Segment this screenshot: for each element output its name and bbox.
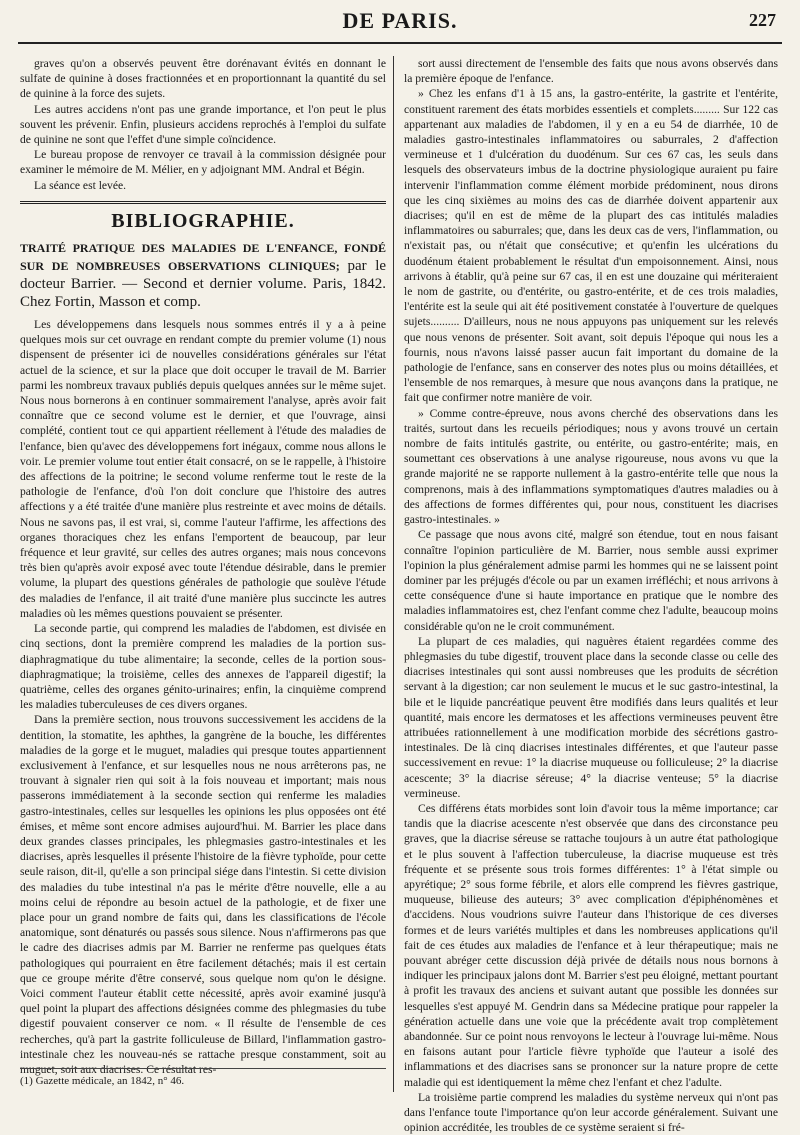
paragraph: La plupart de ces maladies, qui naguères étaient regardées comme des phlegmasies du tube digestif, trouvent place dans la seconde classe ou celle des diacrises intestinales qui sont aussi nombreuses que les produits de sécrétion servant à la digestion; car non seulement le mucus et le suc gastro-intestinal, la bile et le liquide pancréatique peuvent être modifiés dans leurs qualités et leur quantité, mais encore les dermatoses et les affections vermineuses peuvent être attribuées rationnellement à une modification morbide des sécrétions gastro-intestinales. De là cinq diacrises intestinales différentes, et que l'auteur passe successivement en revue: 1° la diacrise muqueuse ou folliculeuse; 2° la diacrise acescente; 3° la diacrise séreuse; 4° la diacrise venteuse; 5° la diacrise vermineuse. xyxy=(404,634,778,800)
paragraph: Les développemens dans lesquels nous sommes entrés il y a à peine quelques mois sur cet ouvrage en rendant compte du premier volume (1) nous dispensent de présenter ici de nouvelles considérations générales sur l'état actuel de la science, et sur la place que doit occuper le travail de M. Barrier parmi les nombreux travaux publiés depuis quelques années sur le même sujet. Nous nous bornerons à en continuer sommairement l'analyse, après avoir fait connaître que ce second volume est le dernier, et que l'ouvrage, ainsi complété, contient tout ce qui appartient réellement à l'étude des maladies de l'enfance, bien qu'avec des développemens fort inégaux, comme nous allons le voir. Le premier volume tout entier était consacré, on se le rappelle, à l'histoire des affections de la poitrine; le second volume renferme tout le reste de la pathologie de l'enfance, d'où l'on doit conclure que l'histoire des autres affections y a été traitée d'une manière plus restreinte et avec moins de détails. Nous ne savons pas, il est vrai, si, comme l'auteur l'affirme, les affections des organes thoraciques chez les enfans l'emportent de beaucoup, par leur fréquence et leur gravité, sur celles des autres organes; mais nous concevons très bien qu'après avoir exposé avec toute l'étendue désirable, dans le premier volume, la plupart des questions générales de pathologie que soulève l'étude des maladies de l'enfance, il ait traité d'une manière plus succincte les autres maladies où les mêmes questions pouvaient se présenter. xyxy=(20,318,386,620)
paragraph: » Chez les enfans d'1 à 15 ans, la gastro-entérite, la gastrite et l'entérite, constituent rarement des états morbides essentiels et complets......... Sur 122 cas appartenant aux maladies de l'abdomen, il y en a eu 54 de diarrhée, 10 de maladies gastro-intestinales inflammatoires ou saburrales, 2 d'affection vermineuse et 1 d'ulcération du duodénum. Sur ces 67 cas, les seuls dans lesquels des observateurs imbus de la doctrine physiologique auraient pu faire intervenir l'inflammation comme élément morbide prédominent, nous dirons que les cinq sixièmes au moins des cas de diarrhée doivent appartenir aux diacrises; qu'il en est de même de la plupart des cas intitulés maladies inflammatoires ou saburrales; que, dans les deux cas de vers, l'inflammation, ou n'existait pas, ou n'était que consécutive; et qu'enfin les ulcérations du duodénum étaient probablement le résultat d'un empoisonnement. Ainsi, nous arrivons à établir, qu'à peine sur 67 cas, il en est une douzaine qui mériteraient le nom de gastrite, ou d'entérite, ou gastro-entérite, et de ces trois maladies, l'entérite est la seule qui ait été positivement constatée à l'ouverture de quelques sujets.......... D'ailleurs, nous ne nous appuyons pas uniquement sur les relevés que nous venons de présenter. Soit avant, soit depuis l'époque qui nous les a fournis, nous n'avons laissé passer aucun fait important du domaine de la pathologie de l'enfance, sans en conserver des notes plus ou moins détaillées, et l'ensemble de nos remarques, à mesure que nous avançons dans la pratique, ne fait que confirmer notre manière de voir. xyxy=(404,87,778,405)
paragraph: graves qu'on a observés peuvent être dorénavant évités en donnant le sulfate de quinine à doses fractionnées et en proportionnant la quantité du sel de quinine à la force des sujets. xyxy=(20,57,386,101)
footnote: (1) Gazette médicale, an 1842, n° 46. xyxy=(20,1068,386,1087)
paragraph: La troisième partie comprend les maladies du système nerveux qui n'ont pas dans l'enfance toute l'importance qu'on leur accorde généralement. Suivant une opinion accréditée, les troubles de ce système seraient si fré- xyxy=(404,1090,778,1135)
paragraph: Les autres accidens n'ont pas une grande importance, et l'on peut le plus souvent les prévenir. Enfin, plusieurs accidens reprochés à l'emploi du sulfate de quinine ne sont que l'effet d'une simple coïncidence. xyxy=(20,102,386,147)
section-title: BIBLIOGRAPHIE. xyxy=(111,209,295,232)
paragraph: Le bureau propose de renvoyer ce travail à la commission désignée pour examiner le mémoire de M. Mélier, en y adjoignant MM. Andral et Bégin. xyxy=(20,148,386,177)
book-details: par le docteur Barrier. — Second et dernier volume. Paris, 1842. Chez Fortin, Masson et comp. xyxy=(20,258,387,311)
paragraph: sort aussi directement de l'ensemble des faits que nous avons observés dans la première époque de l'enfance. xyxy=(404,57,778,86)
page-number: 227 xyxy=(749,10,776,30)
header-rule xyxy=(18,42,782,44)
paragraph: Ce passage que nous avons cité, malgré son étendue, tout en nous faisant connaître l'opinion particulière de M. Barrier, nous semble aussi exprimer l'opinion la plus généralement admise parmi les hommes qui ne se laissent point dominer par les préjugés d'école ou par un examen irréfléchi; et nous arrivons à cette conséquence d'une si haute importance en pratique que le nombre des maladies inflammatoires est, chez l'enfant comme chez l'adulte, beaucoup moins considérable qu'on ne le croit communément. xyxy=(404,528,778,633)
paragraph: La séance est levée. xyxy=(34,178,127,192)
left-column xyxy=(20,56,386,1102)
running-title: DE PARIS. xyxy=(342,8,458,33)
page-header xyxy=(18,4,782,44)
right-column xyxy=(404,56,778,1135)
book-reference xyxy=(20,239,386,311)
paragraph: Dans la première section, nous trouvons successivement les accidens de la dentition, la stomatite, les aphthes, la gangrène de la bouche, les différentes maladies de la gorge et le muguet, maladies qui presque toutes appartiennent exclusivement à l'enfance, et sur lesquelles nous ne nous arrêterons pas, ne trouvant à signaler rien qui soit à la fois nouveau et important; mais nous passerons immédiatement à la seconde section qui renferme les maladies gastro-intestinales, celles sur lesquelles les opinions les plus opposées ont été émises, et même sont encore admises aujourd'hui. M. Barrier les place dans deux grandes classes principales, les phlegmasies gastro-intestinales et les diacrises, après lesquelles il présente l'histoire de la fièvre typhoïde, pour cette seule raison, dit-il, qu'elle a son principal siége dans l'intestin. Si cette division des maladies du tube intestinal n'a pas le mérite d'être nouvelle, elle a au moins celui de répondre au besoin actuel de la pathologie, et de fixer une place pour un grand nombre de faits qui, dans les classifications de l'école anatomique, sont dénaturés ou passés sous silence. Nous n'affirmerons pas que le cadre des diacrises admis par M. Barrier ne renferme pas quelques états pathologiques qui pourraient en être facilement détachés; mais il est certain que ce groupe mérite d'être conservé, sous quelque nom qu'on le désigne. Voici comment l'auteur établit cette nécessité, après avoir examiné jusqu'à quel point la plupart des affections désignées comme des phlegmasies du tube digestif pouvaient conserver ce nom. « Il résulte de l'ensemble de ces recherches, qu'à part la gastrite folliculeuse de Billard, l'inflammation gastro-intestinale chez les nouveau-nés se rattache presque constamment, soit au muguet, soit aux diacrises. Ce résultat res- xyxy=(20,713,386,1076)
paragraph: » Comme contre-épreuve, nous avons cherché des observations dans les traités, surtout dans les recueils périodiques; nous y avons trouvé un certain nombre de faits intitulés gastrite, ou entérite, ou gastro-entérite; mais, en soumettant ces observations à une analyse rigoureuse, nous avons vu que la grande majorité ne se rapporte nullement à la gastro-entérite telle que nous la comprenons, mais à des inflammations symptomatiques d'autres maladies ou à des affections de formes différentes qui, pour nous, constituent les diacrises gastro-intestinales. » xyxy=(404,406,778,527)
paragraph: Ces différens états morbides sont loin d'avoir tous la même importance; car tandis que la diacrise acescente n'est observée que dans des circonstance peu graves, que la diacrise séreuse se rattache toujours à un autre état pathologique et le plus souvent à l'affection tuberculeuse, la diacrise muqueuse est très fréquente et se présente sous trois formes différentes: 1° à l'état simple ou apyrétique; 2° sous forme fébrile, et alors elle comprend les fièvres gastrique, muqueuse, bilieuse des auteurs; 3° avec complication d'épiphénomènes et d'accidens. Nous voudrions suivre l'auteur dans l'historique de ces diverses formes et de leurs variétés multiples et dans les nombreuses applications qu'il fait de ces études aux maladies de l'enfance et à leur thérapeutique; mais ne pouvant abréger cette discussion déjà privée de détails nous nous bornons à indiquer les principaux jalons dont M. Barrier s'est peu éloigné, mettant pourtant à profit les travaux des anciens et suivant autant que possible les données sur lesquelles s'est appuyé M. Gendrin dans sa Médecine pratique pour rappeler la génération actuelle dans une voie que la précédente avait trop complètement abandonnée. Sur ce point nous renvoyons le lecteur à l'ouvrage lui-même. Nous en faisons autant pour l'article fièvre typhoïde que l'auteur a isolé des inflammations et des diacrises sans se prononcer sur la nature propre de cette maladie qui est identiquement la même chez l'enfant et chez l'adulte. xyxy=(404,801,778,1089)
paragraph: La seconde partie, qui comprend les maladies de l'abdomen, est divisée en cinq sections, dont la première comprend les maladies de la portion sus-diaphragmatique du tube alimentaire; la seconde, celles de la portion sous-diaphragmatique; la troisième, celles des annexes de l'appareil digestif; la quatrième, celles des organes génito-urinaires; enfin, la cinquième comprend les maladies tuberculeuses de ces divers organes. xyxy=(20,622,386,712)
column-rule xyxy=(393,56,394,1092)
section-divider xyxy=(20,201,386,204)
book-title: TRAITÉ PRATIQUE DES MALADIES DE L'ENFANCE, FONDÉ SUR DE NOMBREUSES OBSERVATIONS CLINIQUES; xyxy=(20,241,386,274)
